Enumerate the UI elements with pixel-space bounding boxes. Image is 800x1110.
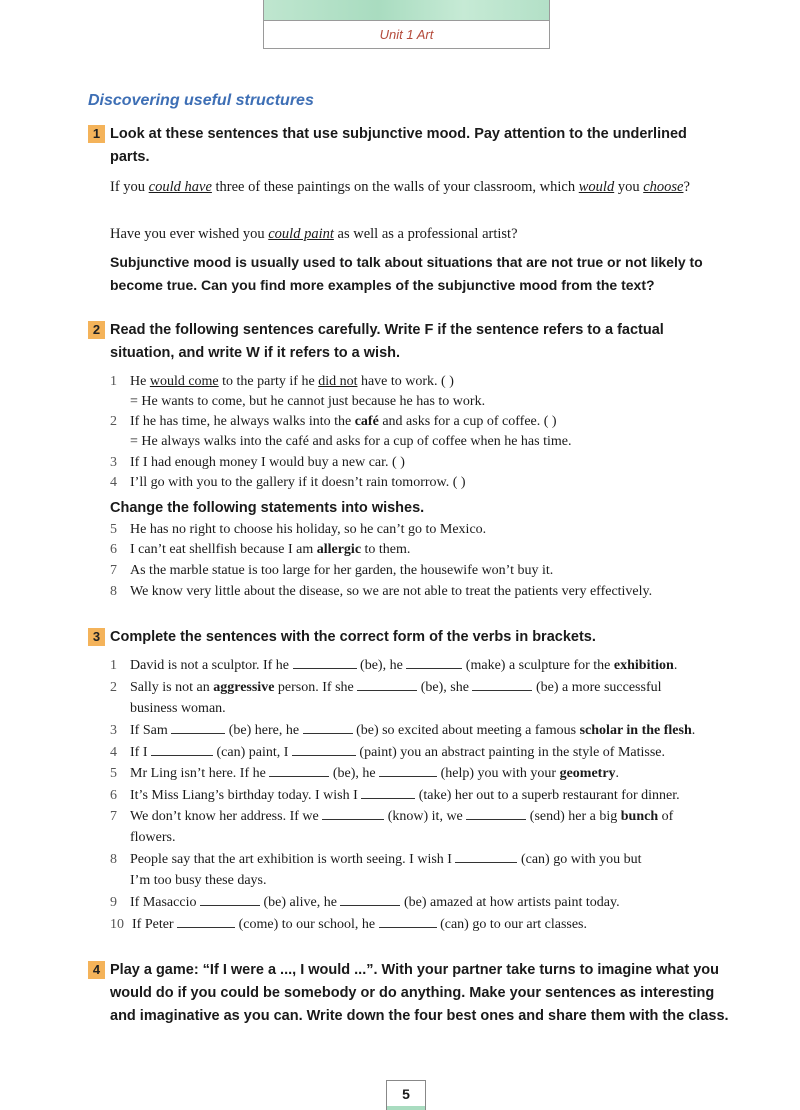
answer-blank[interactable] [303,721,353,734]
list-item-continuation: business woman. [130,701,226,716]
list-item: 2 If he has time, he always walks into the café and asks for a cup of coffee. ( ) [110,414,557,429]
answer-blank[interactable] [379,915,437,928]
answer-blank[interactable] [472,678,532,691]
answer-blank[interactable] [151,743,213,756]
answer-blank[interactable] [357,678,417,691]
answer-blank[interactable] [466,807,526,820]
list-item: 3 If I had enough money I would buy a new car. ( ) [110,455,405,470]
list-item: 5 He has no right to choose his holiday, so he can’t go to Mexico. [110,522,487,537]
list-item-explanation: = He wants to come, but he cannot just because he has to work. [130,394,486,409]
list-item: 6 I can’t eat shellfish because I am allergic to them. [110,542,411,557]
exercise-number: 4 [88,961,105,979]
answer-blank[interactable] [379,764,437,777]
exercise-3-instruction: 3 Complete the sentences with the correct form of the verbs in brackets. [88,626,730,649]
list-item: 7 As the marble statue is too large for her garden, the housewife won’t buy it. [110,563,554,578]
answer-blank[interactable] [200,893,260,906]
list-item: 4 If I (can) paint, I (paint) you an abstract painting in the style of Matisse. [110,745,666,760]
list-item: 8 We know very little about the disease, so we are not able to treat the patients very effectively. [110,584,653,599]
list-item-continuation: flowers. [130,830,176,845]
answer-blank[interactable] [171,721,225,734]
list-item: 8 People say that the art exhibition is worth seeing. I wish I (can) go with you but [110,852,642,867]
list-item-explanation: = He always walks into the café and asks for a cup of coffee when he has time. [130,434,572,449]
exercise-number: 1 [88,125,105,143]
answer-blank[interactable] [322,807,384,820]
list-item: 2 Sally is not an aggressive person. If she (be), she (be) a more successful [110,680,662,695]
header-decoration [264,0,549,21]
list-item-continuation: I’m too busy these days. [130,873,267,888]
section-title: Discovering useful structures [88,92,314,109]
list-item: 4 I’ll go with you to the gallery if it doesn’t rain tomorrow. ( ) [110,475,466,490]
list-item: 10 If Peter (come) to our school, he (can) go to our art classes. [110,917,588,932]
exercise-number: 2 [88,321,105,339]
list-item: 3 If Sam (be) here, he (be) so excited about meeting a famous scholar in the flesh. [110,723,696,738]
answer-blank[interactable] [406,656,462,669]
list-item: 7 We don’t know her address. If we (know) it, we (send) her a big bunch of [110,809,674,824]
exercise-1-note: Subjunctive mood is usually used to talk about situations that are not true or not likely to become true. Can you find more examples of the subjunctive mood from the text? [110,254,703,293]
exercise-2-instruction: 2 Read the following sentences carefully. Write F if the sentence refers to a factual situation, and write W if it refers to a wish. [88,319,730,365]
example-sentence-2: Have you ever wished you could paint as well as a professional artist? [110,226,518,242]
list-item: 1 David is not a sculptor. If he (be), he (make) a sculpture for the exhibition. [110,658,678,673]
page-number: 5 [386,1080,426,1110]
answer-blank[interactable] [455,850,517,863]
unit-header [263,0,550,49]
exercise-1-instruction: 1 Look at these sentences that use subjunctive mood. Pay attention to the underlined parts. [88,123,730,169]
answer-blank[interactable] [292,743,356,756]
list-item: 5 Mr Ling isn’t here. If he (be), he (help) you with your geometry. [110,766,620,781]
answer-blank[interactable] [269,764,329,777]
answer-blank[interactable] [293,656,357,669]
list-item: 1 He would come to the party if he did not have to work. ( ) [110,374,454,389]
list-item: 6 It’s Miss Liang’s birthday today. I wish I (take) her out to a superb restaurant for dinner. [110,788,680,803]
list-item: 9 If Masaccio (be) alive, he (be) amazed at how artists paint today. [110,895,620,910]
exercise-number: 3 [88,628,105,646]
answer-blank[interactable] [361,786,415,799]
answer-blank[interactable] [340,893,400,906]
example-sentence-1: If you could have three of these paintings on the walls of your classroom, which would you choose? [110,179,690,195]
unit-label: Unit 1 Art [379,27,434,42]
exercise-2-subheading: Change the following statements into wishes. [110,500,425,516]
exercise-4-instruction: 4 Play a game: “If I were a ..., I would ...”. With your partner take turns to imagine what you would do if you could be somebody or do anything. Make your sentences as interesting and imaginative as you can. Write down the four best ones and share them with the class. [88,959,730,1028]
answer-blank[interactable] [177,915,235,928]
